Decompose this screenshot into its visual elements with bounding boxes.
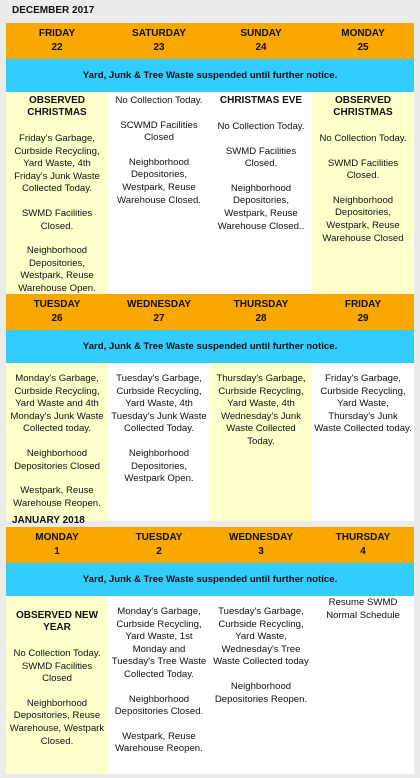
cell-text: Neighborhood Depositories, Reuse Warehouse, Westpark Closed. (9, 697, 105, 747)
holiday-title: OBSERVED CHRISTMAS (333, 95, 393, 118)
day-header-monday-25 (312, 23, 414, 59)
cell-text: No Collection Today. (115, 95, 203, 106)
day-number: 28 (255, 313, 267, 324)
cell-text: No Collection Today. (217, 121, 305, 132)
day-name: SUNDAY (240, 28, 282, 39)
day-cell-jan-2 (108, 596, 210, 774)
day-name: MONDAY (341, 28, 385, 39)
cell-text: Neighborhood Depositories Closed. (114, 693, 204, 718)
cell-text: Westpark, Reuse Warehouse Reopen. (13, 485, 101, 509)
day-number: 22 (51, 42, 63, 53)
month-label-january: JANUARY 2018 (12, 515, 85, 526)
day-header-sunday-24 (210, 23, 312, 59)
cell-text: Neighborhood Depositories, Westpark, Reuse Warehouse Closed (322, 194, 404, 244)
day-cells-row (6, 596, 414, 774)
day-name: FRIDAY (344, 299, 382, 310)
cell-text: Tuesday's Garbage, Curbside Recycling, Yard Waste, Wednesday's Tree Waste Collected today (213, 606, 309, 668)
cell-text: Tuesday's Garbage, Curbside Recycling, Yard Waste, 4th Tuesday's Junk Waste Collected Today. (111, 373, 207, 435)
day-number: 27 (153, 313, 165, 324)
holiday-title: CHRISTMAS EVE (219, 95, 303, 106)
cell-text: No Collection Today. SWMD Facilities Closed (13, 648, 101, 685)
cell-text: SWMD Facilities Closed. (225, 145, 297, 170)
day-number: 3 (258, 546, 264, 557)
cell-text: Thursday's Garbage, Curbside Recycling, Yard Waste, 4th Wednesday's Junk Waste Collected Today. (216, 373, 306, 447)
cell-text: Friday's Garbage, Curbside Recycling, Yard Waste, Thursday's Junk Waste Collected today. (314, 373, 412, 435)
day-number: 29 (357, 313, 369, 324)
cell-text: Neighborhood Depositories, Westpark, Reuse Warehouse Closed.. (217, 182, 305, 232)
cell-text: Westpark, Reuse Warehouse Reopen. (115, 730, 203, 755)
day-header-thursday-4 (312, 527, 414, 563)
cell-text: No Collection Today. (319, 133, 407, 144)
day-number: 4 (360, 546, 366, 557)
cell-text: Neighborhood Depositories, Westpark, Reuse Warehouse Closed. (117, 156, 201, 206)
week-3 (6, 527, 414, 774)
day-header-row (6, 527, 414, 563)
day-number: 23 (153, 42, 165, 53)
cell-text: Monday's Garbage, Curbside Recycling, Yard Waste, 1st Monday and Tuesday's Tree Waste Collected Today. (111, 606, 207, 680)
cell-text: Neighborhood Depositories Reopen. (214, 680, 308, 705)
month-label-december: DECEMBER 2017 (12, 5, 95, 16)
suspension-notice: Yard, Junk & Tree Waste suspended until further notice. (6, 330, 414, 363)
suspension-notice: Yard, Junk & Tree Waste suspended until further notice. (6, 563, 414, 596)
cell-text: Neighborhood Depositories Closed (14, 447, 100, 472)
day-header-saturday-23 (108, 23, 210, 59)
suspension-notice: Yard, Junk & Tree Waste suspended until further notice. (6, 59, 414, 92)
day-header-tuesday-2 (108, 527, 210, 563)
day-cell-dec-28 (210, 363, 312, 521)
cell-text: Neighborhood Depositories, Westpark Open. (124, 447, 194, 485)
day-cell-dec-25 (312, 92, 414, 294)
day-header-row (6, 23, 414, 59)
day-cell-jan-3 (210, 596, 312, 774)
day-number: 25 (357, 42, 369, 53)
day-header-tuesday-26 (6, 294, 108, 330)
day-header-friday-22 (6, 23, 108, 59)
cell-text: Resume SWMD Normal Schedule (326, 597, 400, 621)
day-cell-dec-26 (6, 363, 108, 521)
day-header-friday-29 (312, 294, 414, 330)
day-number: 26 (51, 313, 63, 324)
day-number: 2 (156, 546, 162, 557)
week-1 (6, 23, 414, 294)
day-name: WEDNESDAY (228, 532, 294, 543)
day-cell-jan-1 (6, 596, 108, 774)
day-header-thursday-28 (210, 294, 312, 330)
day-cells-row (6, 363, 414, 521)
day-name: TUESDAY (33, 299, 81, 310)
cell-text: SWMD Facilities Closed. (327, 157, 399, 182)
cell-text: SWMD Facilities Closed. (21, 207, 93, 232)
day-cell-jan-4 (312, 596, 414, 774)
day-header-wednesday-27 (108, 294, 210, 330)
day-name: FRIDAY (38, 28, 76, 39)
holiday-title: OBSERVED CHRISTMAS (27, 95, 87, 118)
day-cell-dec-24 (210, 92, 312, 294)
day-name: THURSDAY (335, 532, 391, 543)
day-name: SATURDAY (132, 28, 186, 39)
day-name: WEDNESDAY (126, 299, 192, 310)
day-cell-dec-22 (6, 92, 108, 294)
cell-text: Friday's Garbage, Curbside Recycling, Yard Waste, 4th Friday's Junk Waste Collected Today. (14, 133, 100, 195)
day-number: 24 (255, 42, 267, 53)
day-cell-dec-29 (312, 363, 414, 521)
day-number: 1 (54, 546, 60, 557)
day-header-row (6, 294, 414, 330)
day-cell-dec-23 (108, 92, 210, 294)
week-2 (6, 294, 414, 521)
day-cell-dec-27 (108, 363, 210, 521)
day-name: MONDAY (35, 532, 79, 543)
day-cells-row (6, 92, 414, 294)
day-header-wednesday-3 (210, 527, 312, 563)
day-header-monday-1 (6, 527, 108, 563)
cell-text: SCWMD Facilities Closed (120, 119, 198, 144)
day-name: TUESDAY (135, 532, 183, 543)
cell-text: Neighborhood Depositories, Westpark, Reuse Warehouse Open. (18, 245, 96, 294)
holiday-title: OBSERVED NEW YEAR (15, 610, 99, 633)
day-name: THURSDAY (233, 299, 289, 310)
cell-text: Monday's Garbage, Curbside Recycling, Yard Waste and 4th Monday's Junk Waste Collected today. (10, 373, 104, 435)
